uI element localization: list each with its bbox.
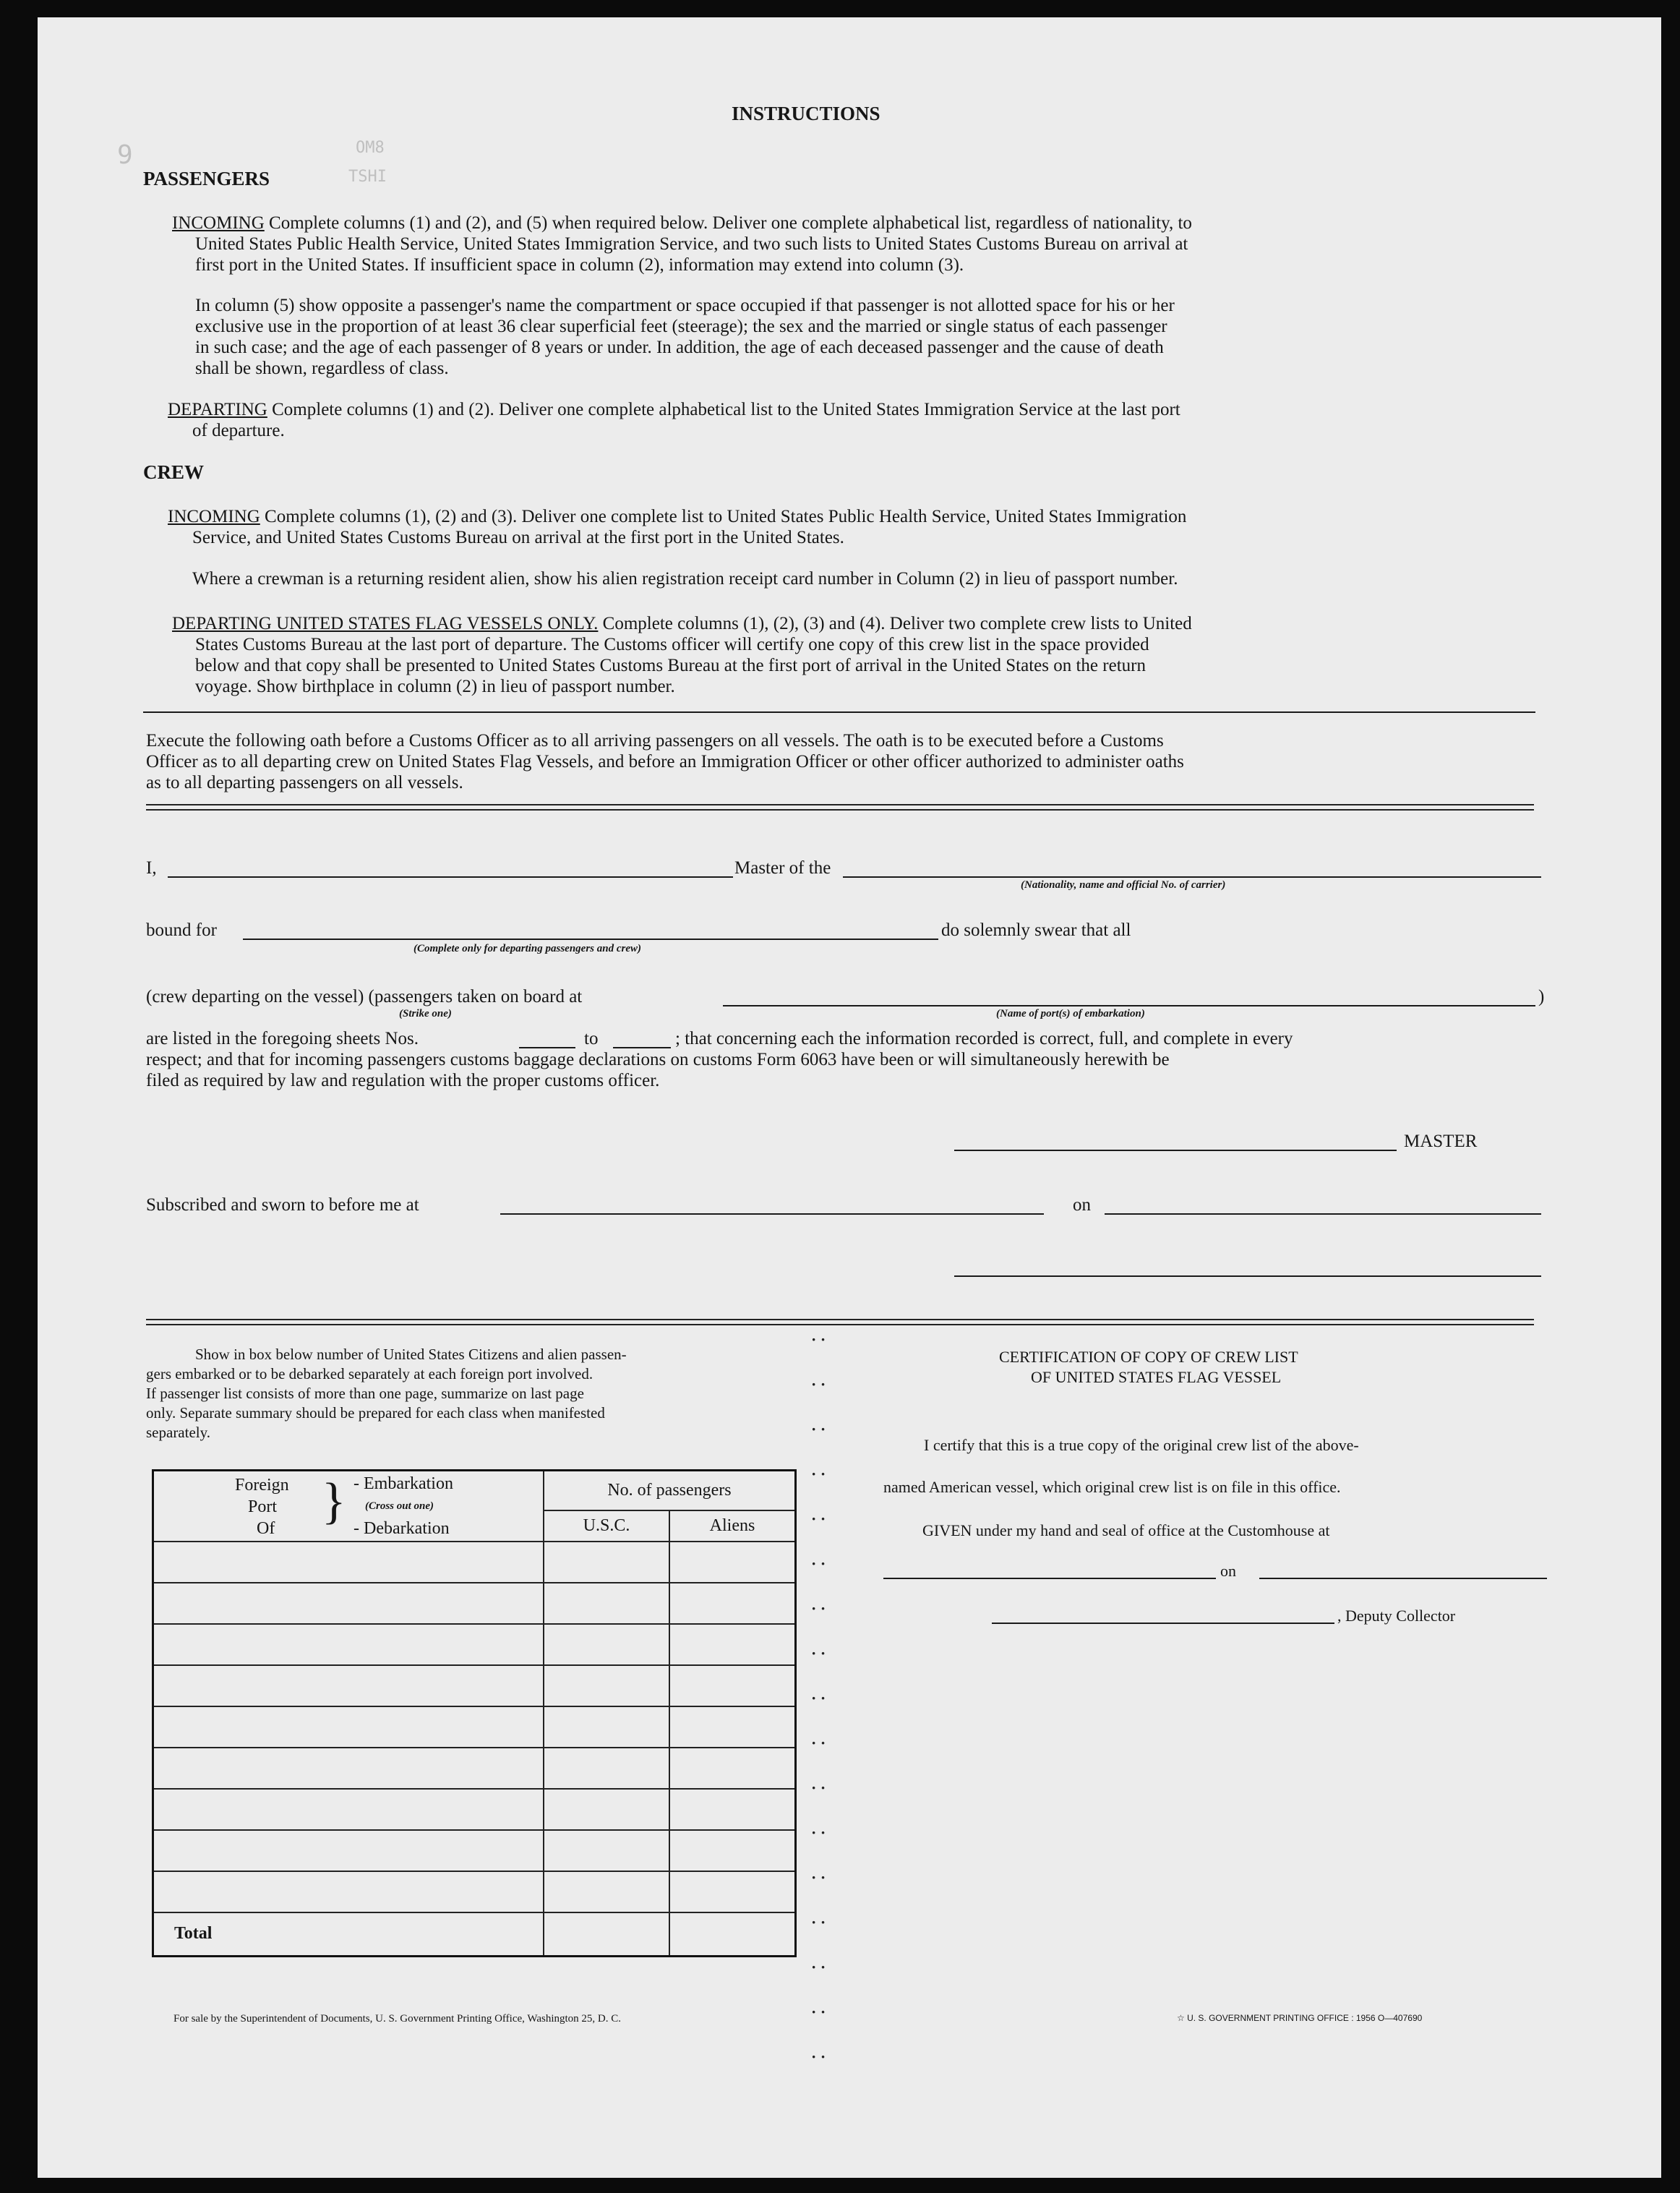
aliens-cell[interactable] [669, 1665, 796, 1706]
incoming-label: INCOMING [172, 213, 265, 233]
deputy-collector-label: , Deputy Collector [1337, 1607, 1456, 1625]
bleed-through-mark: TSHI [348, 168, 387, 186]
port-cell[interactable] [153, 1624, 544, 1665]
cross-out-caption: (Cross out one) [365, 1500, 434, 1512]
usc-cell[interactable] [544, 1830, 669, 1871]
debarkation-label: - Debarkation [353, 1519, 450, 1538]
bleed-through-mark: OM8 [356, 139, 385, 157]
crew-departing-line: Complete columns (1), (2), (3) and (4). Deliver two complete crew lists to United [602, 614, 1192, 633]
perforation-mark: · · [811, 1779, 826, 1797]
column5-line: exclusive use in the proportion of at least 36 clear superficial feet (steerage); the sex and the married or single status of each passenger [195, 317, 1167, 336]
table-row [153, 1583, 796, 1624]
crew-incoming-line: Service, and United States Customs Bureau on arrival at the first port in the United States. [192, 528, 844, 547]
foreign-port-header [153, 1471, 544, 1542]
embarkation-label: - Embarkation [353, 1474, 453, 1493]
aliens-cell[interactable] [669, 1706, 796, 1748]
listed-label-cont: ; that concerning each the information recorded is correct, full, and complete in every [675, 1029, 1293, 1048]
bound-caption: (Complete only for departing passengers and crew) [413, 943, 641, 954]
crew-incoming-label: INCOMING [168, 507, 260, 526]
perforation-mark: · · [811, 1465, 826, 1483]
usc-header: U.S.C. [544, 1510, 669, 1542]
sworn-place-field[interactable] [500, 1213, 1044, 1215]
master-signature-field[interactable] [954, 1150, 1397, 1151]
perforation-mark: · · [811, 1375, 826, 1393]
incoming-line: Complete columns (1) and (2), and (5) when required below. Deliver one complete alphabetical list, regardless of nationality, to [269, 213, 1192, 233]
form-page [38, 17, 1661, 2178]
table-row [153, 1871, 796, 1912]
total-label: Total [153, 1912, 544, 1956]
aliens-cell[interactable] [669, 1871, 796, 1912]
perforation-mark: · · [811, 1420, 826, 1438]
perforation-mark: · · [811, 2003, 826, 2021]
port-cell[interactable] [153, 1665, 544, 1706]
port-cell[interactable] [153, 1542, 544, 1583]
cert-title-line1: CERTIFICATION OF COPY OF CREW LIST [999, 1348, 1298, 1366]
certify-line1: I certify that this is a true copy of the original crew list of the above- [924, 1436, 1359, 1454]
aliens-cell[interactable] [669, 1583, 796, 1624]
perforation-mark: · · [811, 1599, 826, 1617]
summary-line: only. Separate summary should be prepared for each class when manifested [146, 1404, 605, 1422]
incoming-paragraph [172, 213, 1192, 234]
master-label: MASTER [1404, 1132, 1478, 1151]
cert-title-line2: OF UNITED STATES FLAG VESSEL [1031, 1368, 1282, 1386]
summary-text [146, 1345, 627, 1442]
customhouse-field[interactable] [883, 1578, 1216, 1579]
instructions-title: INSTRUCTIONS [732, 103, 880, 124]
usc-cell[interactable] [544, 1583, 669, 1624]
table-row [153, 1706, 796, 1748]
aliens-header: Aliens [669, 1510, 796, 1542]
foreign-label: Foreign [235, 1476, 289, 1495]
departing-paragraph [168, 399, 1180, 421]
departing-line: of departure. [192, 421, 285, 440]
subscribed-label: Subscribed and sworn to before me at [146, 1195, 419, 1215]
oath-intro-line: Execute the following oath before a Customs Officer as to all arriving passengers on all vessels. The oath is to be executed before a Customs [146, 731, 1164, 751]
double-rule [146, 1319, 1534, 1325]
respect-line: respect; and that for incoming passengers customs baggage declarations on customs Form 6063 have been or will simultaneously herewith be [146, 1050, 1170, 1069]
perforation-mark: · · [811, 1868, 826, 1886]
bleed-through-mark: 9 [117, 140, 133, 170]
usc-cell[interactable] [544, 1624, 669, 1665]
section-divider [143, 711, 1535, 713]
port-caption: (Name of port(s) of embarkation) [996, 1008, 1145, 1019]
crew-departing-line: below and that copy shall be presented to United States Customs Bureau at the first port of arrival in the United States on the return [195, 656, 1146, 675]
usc-cell[interactable] [544, 1706, 669, 1748]
listed-label: are listed in the foregoing sheets Nos. [146, 1029, 419, 1048]
crew-departing-line: States Customs Bureau at the last port of departure. The Customs officer will certify one copy of this crew list in the space provided [195, 635, 1149, 654]
swear-label: do solemnly swear that all [941, 920, 1131, 940]
table-row [153, 1748, 796, 1789]
departing-label: DEPARTING [168, 400, 267, 419]
aliens-cell[interactable] [669, 1542, 796, 1583]
column5-line: shall be shown, regardless of class. [195, 359, 449, 378]
table-row [153, 1665, 796, 1706]
certify-line2: named American vessel, which original crew list is on file in this office. [883, 1478, 1341, 1496]
i-label: I, [146, 858, 157, 878]
cert-on-label: on [1220, 1562, 1236, 1580]
brace-icon: } [322, 1474, 346, 1529]
footer-gpo-note: ☆ U. S. GOVERNMENT PRINTING OFFICE : 1956 O—407690 [1177, 2013, 1423, 2023]
on-label: on [1073, 1195, 1091, 1215]
master-name-field[interactable] [168, 876, 733, 878]
crew-incoming-line: Complete columns (1), (2) and (3). Deliver one complete list to United States Public Health Service, United States Immigration [265, 507, 1187, 526]
crew-departing-line: voyage. Show birthplace in column (2) in lieu of passport number. [195, 677, 675, 696]
carrier-field[interactable] [843, 876, 1541, 878]
port-cell[interactable] [153, 1789, 544, 1830]
close-paren: ) [1538, 987, 1545, 1006]
aliens-total-cell[interactable] [669, 1912, 796, 1956]
no-of-passengers-header: No. of passengers [544, 1471, 796, 1510]
given-label: GIVEN under my hand and seal of office at the Customhouse at [922, 1521, 1330, 1539]
cert-date-field[interactable] [1259, 1578, 1547, 1579]
departing-line: Complete columns (1) and (2). Deliver one complete alphabetical list to the United States Immigration Service at the last port [272, 400, 1180, 419]
perforation-mark: · · [811, 1330, 826, 1348]
column5-line: In column (5) show opposite a passenger's name the compartment or space occupied if that passenger is not allotted space for his or her [195, 296, 1175, 315]
sheet-from-field[interactable] [519, 1047, 575, 1048]
master-of-the-label: Master of the [734, 858, 831, 878]
to-label: to [584, 1029, 599, 1048]
summary-line: separately. [146, 1424, 211, 1441]
respect-line: filed as required by law and regulation with the proper customs officer. [146, 1071, 660, 1090]
of-label: Of [257, 1519, 275, 1538]
table-row [153, 1830, 796, 1871]
oath-intro-line: as to all departing passengers on all vessels. [146, 773, 463, 792]
passenger-summary-table [152, 1469, 797, 1957]
column5-line: in such case; and the age of each passenger of 8 years or under. In addition, the age of each deceased passenger and the cause of death [195, 338, 1164, 357]
bound-for-field[interactable] [243, 939, 938, 940]
perforation-mark: · · [811, 1958, 826, 1976]
footer-sale-note: For sale by the Superintendent of Documents, U. S. Government Printing Office, Washington 25, D. C. [173, 2013, 621, 2025]
perforation-mark: · · [811, 1734, 826, 1752]
summary-line: Show in box below number of United States Citizens and alien passen- [195, 1346, 627, 1363]
aliens-cell[interactable] [669, 1830, 796, 1871]
usc-cell[interactable] [544, 1871, 669, 1912]
aliens-cell[interactable] [669, 1789, 796, 1830]
usc-cell[interactable] [544, 1748, 669, 1789]
perforation-mark: · · [811, 1913, 826, 1931]
table-row [153, 1542, 796, 1583]
crew-heading: CREW [143, 461, 205, 483]
passengers-heading: PASSENGERS [143, 168, 270, 189]
usc-cell[interactable] [544, 1542, 669, 1583]
crew-alien-line: Where a crewman is a returning resident alien, show his alien registration receipt card number in Column (2) in lieu of passport number. [192, 569, 1178, 589]
usc-cell[interactable] [544, 1665, 669, 1706]
perforation-mark: · · [811, 1689, 826, 1707]
aliens-cell[interactable] [669, 1624, 796, 1665]
usc-total-cell[interactable] [544, 1912, 669, 1956]
crew-departing-paragraph [172, 613, 1192, 635]
sworn-date-field[interactable] [1105, 1213, 1541, 1215]
crew-departing-label: DEPARTING UNITED STATES FLAG VESSELS ONLY. [172, 614, 599, 633]
summary-line: gers embarked or to be debarked separately at each foreign port involved. [146, 1365, 593, 1382]
summary-line: If passenger list consists of more than one page, summarize on last page [146, 1385, 584, 1402]
aliens-cell[interactable] [669, 1748, 796, 1789]
nationality-caption: (Nationality, name and official No. of carrier) [1021, 879, 1226, 891]
usc-cell[interactable] [544, 1789, 669, 1830]
port-cell[interactable] [153, 1830, 544, 1871]
officer-signature-field[interactable] [954, 1275, 1541, 1277]
deputy-signature-field[interactable] [992, 1623, 1334, 1624]
perforation-mark: · · [811, 2048, 826, 2066]
double-rule [146, 804, 1534, 811]
crew-departing-label: (crew departing on the vessel) (passengers taken on board at [146, 987, 583, 1006]
bound-for-label: bound for [146, 920, 217, 940]
table-row [153, 1624, 796, 1665]
incoming-line: United States Public Health Service, United States Immigration Service, and two such lists to United States Customs Bureau on arrival at [195, 234, 1188, 254]
perforation-mark: · · [811, 1644, 826, 1662]
strike-caption: (Strike one) [399, 1008, 452, 1019]
sheet-to-field[interactable] [613, 1047, 671, 1048]
incoming-line: first port in the United States. If insufficient space in column (2), information may extend into column (3). [195, 255, 964, 275]
port-cell[interactable] [153, 1706, 544, 1748]
table-row [153, 1789, 796, 1830]
perforation-mark: · · [811, 1555, 826, 1573]
port-cell[interactable] [153, 1748, 544, 1789]
perforation-mark: · · [811, 1824, 826, 1842]
oath-intro-line: Officer as to all departing crew on United States Flag Vessels, and before an Immigration Officer or other officer authorized to administer oaths [146, 752, 1184, 771]
total-row [153, 1912, 796, 1956]
port-label: Port [248, 1497, 278, 1516]
embarkation-port-field[interactable] [723, 1005, 1535, 1006]
port-cell[interactable] [153, 1583, 544, 1624]
crew-incoming-paragraph [168, 506, 1186, 528]
port-cell[interactable] [153, 1871, 544, 1912]
perforation-mark: · · [811, 1510, 826, 1528]
